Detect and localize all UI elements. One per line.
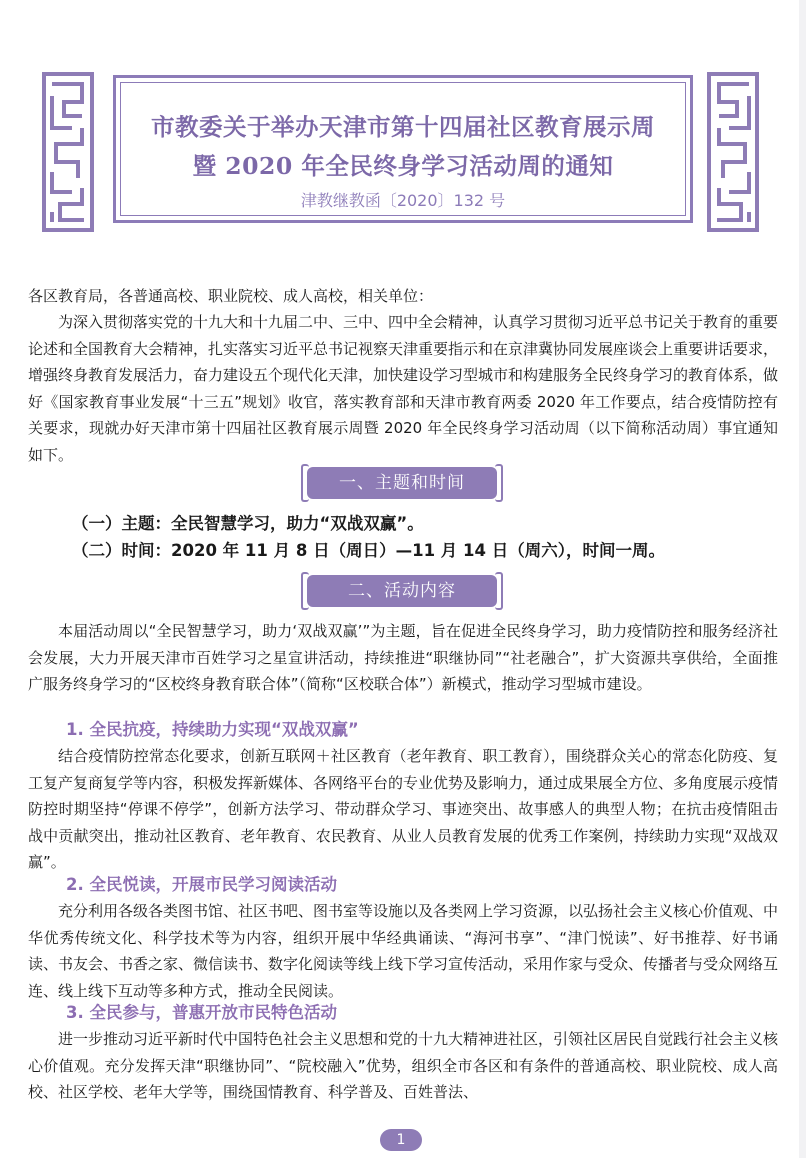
title-frame: [113, 75, 693, 223]
activity-1-title: 1. 全民抗疫，持续助力实现“双战双赢”: [66, 720, 359, 739]
section-1-heading: 一、主题和时间: [307, 467, 497, 499]
left-fretwork-decoration: [42, 72, 94, 232]
activity-2-text: 充分利用各级各类图书馆、社区书吧、图书室等设施以及各类网上学习资源，以弘扬社会主义核心价值观、中华优秀传统文化、科学技术等为内容，组织开展中华经典诵读、“海河书享”、“津门悦读”、好书推荐、好书诵读、书友会、书香之家、微信读书、数字化阅读等线上线下学习宣传活动，采用作家与受众、传播者与受众网络互连、线上线下互动等多种方式，推动全民阅读。: [28, 902, 779, 1000]
document-title-line-2: 暨 2020 年全民终身学习活动周的通知: [192, 152, 614, 180]
salutation: 各区教育局，各普通高校、职业院校、成人高校，相关单位：: [28, 287, 434, 305]
activity-3-text: 进一步推动习近平新时代中国特色社会主义思想和党的十九大精神进社区，引领社区居民自觉践行社会主义核心价值观。充分发挥天津“职继协同”、“院校融入”优势，组织全市各区和有条件的普通高校、职业院校、成人高校、社区学校、老年大学等，围绕国情教育、科学普及、百姓普法、: [28, 1030, 779, 1101]
document-title-line-1: 市教委关于举办天津市第十四届社区教育展示周: [151, 113, 655, 141]
right-fretwork-decoration: [707, 72, 759, 232]
activity-2-title: 2. 全民悦读，开展市民学习阅读活动: [66, 875, 337, 894]
intro-paragraph: 为深入贯彻落实党的十九大和十九届二中、三中、四中全会精神，认真学习贯彻习近平总书记关于教育的重要论述和全国教育大会精神，扎实落实习近平总书记视察天津重要指示和在京津冀协同发展座谈会上重要讲话要求，增强终身教育发展活力，奋力建设五个现代化天津，加快建设学习型城市和构建服务全民终身学习的教育体系，做好《国家教育事业发展“十三五”规划》收官，落实教育部和天津市教育两委 2020 年工作要点，结合疫情防控有关要求，现就办好天津市第十四届社区教育展示周暨 2020 年全民终身学习活动周（以下简称活动周）事宜通知如下。: [28, 313, 779, 464]
activity-3-title: 3. 全民参与，普惠开放市民特色活动: [66, 1003, 337, 1022]
section-2-intro: 本届活动周以“全民智慧学习，助力‘双战双赢’”为主题，旨在促进全民终身学习，助力疫情防控和服务经济社会发展，大力开展天津市百姓学习之星宣讲活动，持续推进“职继协同”“社老融合”，扩大资源共享供给，全面推广服务终身学习的“区校终身教育联合体”（简称“区校联合体”）新模式，推动学习型城市建设。: [28, 622, 778, 693]
page-number: 1: [380, 1129, 422, 1151]
page-edge-shadow: [799, 0, 806, 1158]
theme-line: （一）主题：全民智慧学习，助力“双战双赢”。: [72, 514, 424, 533]
document-number: 津教继教函〔2020〕132 号: [300, 191, 506, 210]
time-line: （二）时间：2020 年 11 月 8 日（周日）—11 月 14 日（周六），时间一周。: [72, 541, 665, 560]
activity-1-text: 结合疫情防控常态化要求，创新互联网＋社区教育（老年教育、职工教育），围绕群众关心的常态化防疫、复工复产复商复学等内容，积极发挥新媒体、各网络平台的专业优势及影响力，通过成果展全方位、多角度展示疫情防控时期坚持“停课不停学”，创新方法学习、带动群众学习、事迹突出、故事感人的典型人物；在抗击疫情阻击战中贡献突出，推动社区教育、老年教育、农民教育、从业人员教育发展的优秀工作案例，持续助力实现“双战双赢”。: [28, 747, 779, 871]
section-2-heading: 二、活动内容: [307, 575, 497, 607]
